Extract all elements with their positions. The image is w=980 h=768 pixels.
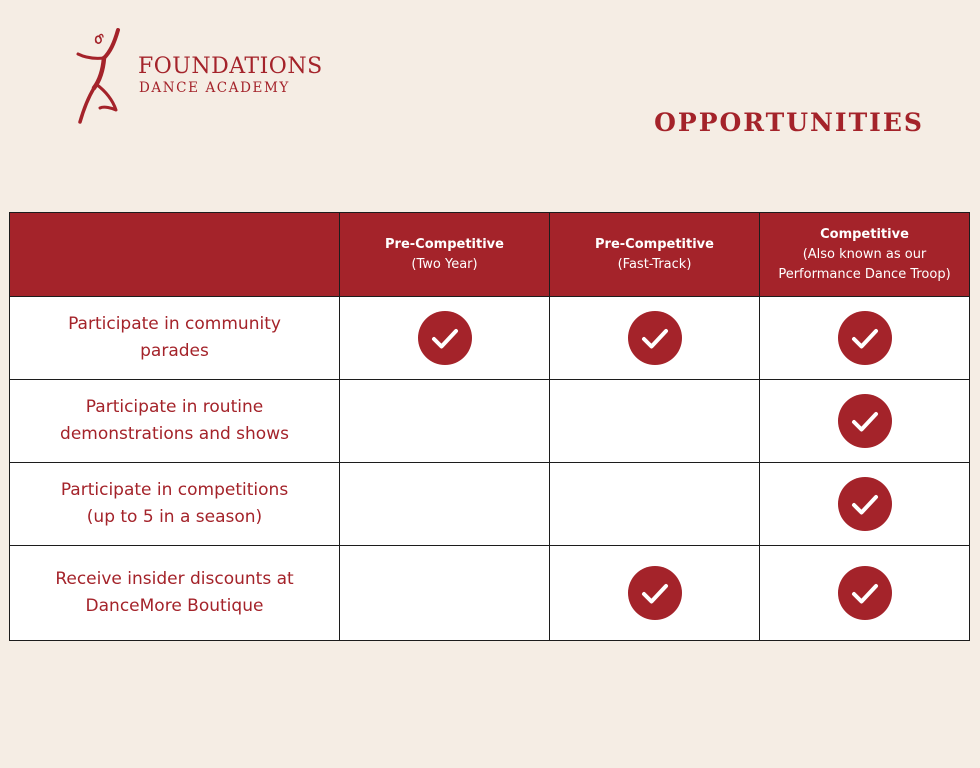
column-subtitle: (Also known as our: [802, 246, 927, 262]
table-cell: [760, 463, 970, 546]
dancer-logo-icon: [74, 28, 130, 126]
row-label-line1: Participate in community: [68, 314, 281, 334]
table-cell: [340, 463, 550, 546]
table-cell: [760, 380, 970, 463]
table-cell: [340, 546, 550, 641]
row-label: [10, 546, 340, 641]
table-header-row: [10, 213, 970, 297]
row-label-line1: Participate in routine: [85, 397, 264, 417]
row-label-line1: Receive insider discounts at: [55, 569, 294, 589]
check-icon: [838, 311, 892, 365]
brand-name: FOUNDATIONS: [138, 54, 323, 79]
check-icon: [838, 566, 892, 620]
table-row: [10, 297, 970, 380]
column-subtitle: (Fast-Track): [617, 256, 692, 272]
row-label-line2: DanceMore Boutique: [85, 596, 264, 616]
table-cell: [760, 546, 970, 641]
header-competitive: [760, 213, 970, 297]
table-row: [10, 380, 970, 463]
header-empty-cell: [10, 213, 340, 297]
column-title: Competitive: [820, 226, 909, 242]
check-icon: [628, 566, 682, 620]
opportunities-table: [9, 212, 970, 641]
table-cell: [550, 546, 760, 641]
check-icon: [838, 394, 892, 448]
row-label: [10, 380, 340, 463]
header-pre-competitive-fast-track: [550, 213, 760, 297]
table-cell: [340, 297, 550, 380]
row-label-line2: parades: [140, 341, 209, 361]
table-cell: [550, 380, 760, 463]
column-title: Pre-Competitive: [385, 236, 504, 252]
column-title: Pre-Competitive: [595, 236, 714, 252]
row-label: [10, 463, 340, 546]
header-pre-competitive-two-year: [340, 213, 550, 297]
table-row: [10, 463, 970, 546]
row-label-line2: (up to 5 in a season): [86, 507, 263, 527]
brand-subtitle: DANCE ACADEMY: [139, 80, 290, 96]
table-cell: [340, 380, 550, 463]
column-subtitle: (Two Year): [411, 256, 478, 272]
check-icon: [418, 311, 472, 365]
check-icon: [838, 477, 892, 531]
column-subtitle-line2: Performance Dance Troop): [778, 266, 951, 282]
page-title: OPPORTUNITIES: [654, 108, 924, 137]
check-icon: [628, 311, 682, 365]
row-label: [10, 297, 340, 380]
table-cell: [550, 463, 760, 546]
row-label-line1: Participate in competitions: [60, 480, 289, 500]
academy-logo: [74, 28, 334, 128]
table-cell: [550, 297, 760, 380]
table-cell: [760, 297, 970, 380]
row-label-line2: demonstrations and shows: [60, 424, 289, 444]
table-row: [10, 546, 970, 641]
